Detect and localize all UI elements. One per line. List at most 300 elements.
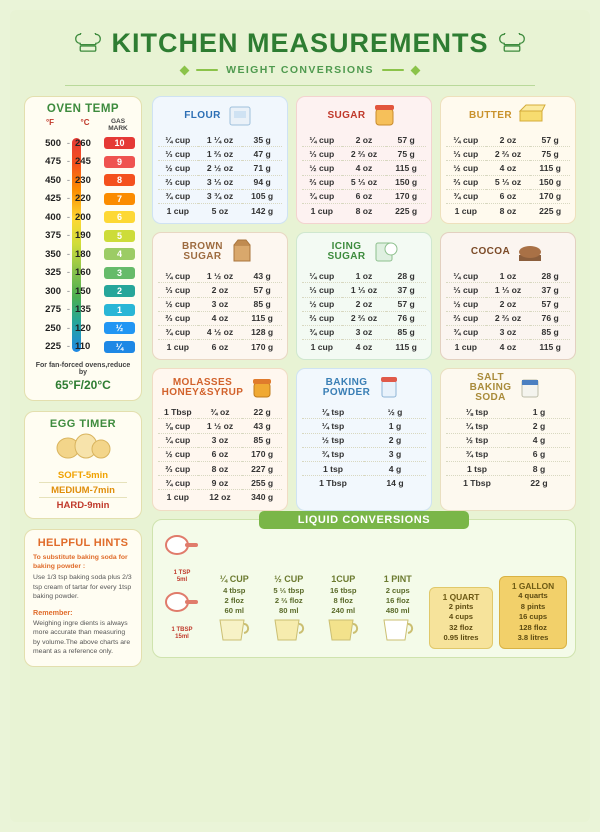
cell-grams: 4 g (532, 435, 546, 446)
table-row (302, 447, 426, 461)
oven-temp-row (31, 301, 135, 320)
cell-grams: 115 g (539, 341, 561, 352)
ingredient-header (302, 373, 426, 403)
ingredient-name: BAKING POWDER (322, 377, 371, 399)
header (10, 10, 590, 86)
spoon-icon (165, 535, 199, 565)
table-row (446, 476, 570, 490)
cell-grams: 2 g (532, 421, 546, 432)
cell-volume: 1 cup (166, 341, 190, 352)
oven-dash: - (66, 174, 71, 186)
ingredient-row (152, 96, 576, 224)
subtitle-row (10, 64, 590, 76)
oven-temp-row (31, 319, 135, 338)
cell-volume: ⅔ cup (309, 177, 335, 188)
oven-dash: - (66, 322, 71, 334)
body (10, 86, 590, 667)
oven-f: 425 (45, 193, 61, 205)
eggs-icon (31, 433, 135, 464)
oven-gas: 1 (104, 304, 135, 316)
table-row (446, 340, 570, 354)
table-row (158, 340, 282, 354)
diamond-icon-left (180, 65, 190, 75)
hints-subtitle: To substitute baking soda for baking powder : (33, 554, 128, 571)
table-row (302, 340, 426, 354)
oven-dash: - (66, 248, 71, 260)
oven-temp-row (31, 264, 135, 283)
cell-grams: 57 g (397, 134, 415, 145)
cell-grams: 85 g (253, 435, 271, 446)
liquid-body (161, 535, 567, 649)
ingredient-header (158, 101, 282, 131)
cell-grams: 225 g (539, 205, 562, 216)
cup-lines: 16 tbsp 8 floz 240 ml (329, 585, 357, 615)
ingredient-grid (152, 96, 576, 511)
table-row (158, 203, 282, 217)
cell-grams: ½ g (387, 406, 403, 417)
oven-col-f: °F (45, 118, 55, 127)
cell-volume: ¼ tsp (321, 421, 345, 432)
table-row (302, 311, 426, 325)
egg-timer-title: EGG TIMER (49, 418, 117, 430)
table-row (446, 462, 570, 476)
baking-powder-tin-icon (375, 371, 405, 406)
cell-volume: ¾ cup (453, 191, 479, 202)
table-row (158, 325, 282, 339)
oven-f: 250 (45, 322, 61, 334)
table-row (158, 283, 282, 297)
cell-grams: 28 g (397, 270, 415, 281)
cell-grams: 28 g (541, 270, 559, 281)
cell-volume: 1 cup (166, 491, 190, 502)
table-row (158, 433, 282, 447)
oven-c: 135 (75, 304, 91, 316)
ingredient-card (152, 96, 288, 224)
egg-timer-card (24, 411, 142, 519)
oven-temp-row (31, 208, 135, 227)
cup-title: ½ CUP (274, 573, 304, 584)
cell-volume: 1 cup (454, 341, 478, 352)
cell-ounces: 3 ¾ oz (206, 191, 234, 202)
liquid-banner: LIQUID CONVERSIONS (259, 511, 469, 529)
cell-grams: 115 g (395, 341, 417, 352)
left-column (24, 96, 142, 667)
oven-dash: - (66, 285, 71, 297)
table-row (446, 189, 570, 203)
title-row (10, 28, 590, 59)
table-row (158, 189, 282, 203)
cell-ounces: 2 ⅔ oz (494, 148, 522, 159)
cell-volume: ⅔ cup (165, 463, 191, 474)
cell-grams: 150 g (395, 177, 418, 188)
cup-icon (373, 618, 424, 649)
oven-dash: - (66, 341, 71, 353)
gallon-title: 1 GALLON (511, 581, 555, 592)
cell-grams: 37 g (541, 284, 559, 295)
cell-grams: 170 g (251, 341, 274, 352)
ingredient-table (158, 269, 282, 353)
table-row (302, 147, 426, 161)
cell-ounces: 2 oz (355, 299, 373, 310)
table-row (158, 311, 282, 325)
cell-volume: ½ tsp (321, 435, 345, 446)
ingredient-header (158, 237, 282, 267)
oven-gas: 6 (104, 211, 135, 223)
ingredient-card (296, 96, 432, 224)
cell-volume: ⅔ cup (453, 313, 479, 324)
ingredient-table (302, 405, 426, 489)
cell-grams: 37 g (397, 284, 415, 295)
cell-grams: 75 g (541, 148, 559, 159)
cup-lines: 2 cups 16 floz 480 ml (385, 585, 410, 615)
table-row (446, 203, 570, 217)
table-row (446, 161, 570, 175)
spoon-item (161, 535, 203, 584)
right-column (152, 96, 576, 667)
cup-item (264, 574, 315, 649)
oven-temp-row (31, 227, 135, 246)
page-subtitle: WEIGHT CONVERSIONS (226, 64, 374, 76)
cell-volume: 1 cup (454, 205, 478, 216)
hints-title: HELPFUL HINTS (37, 537, 129, 549)
cell-grams: 6 g (532, 449, 546, 460)
cell-volume: ¼ cup (309, 270, 335, 281)
oven-f: 500 (45, 137, 61, 149)
flour-bag-icon (226, 99, 256, 134)
ingredient-header (158, 373, 282, 403)
cell-volume: ⅓ cup (309, 284, 335, 295)
cup-title: 1CUP (331, 573, 356, 584)
cell-volume: 1 cup (310, 205, 334, 216)
cell-volume: ½ cup (453, 299, 479, 310)
table-row (158, 405, 282, 419)
cell-grams: 128 g (251, 327, 274, 338)
oven-c: 120 (75, 322, 91, 334)
table-row (446, 133, 570, 147)
cell-ounces: 6 oz (211, 449, 229, 460)
cell-ounces: 8 oz (355, 205, 373, 216)
cell-grams: 105 g (251, 191, 274, 202)
cell-ounces: 3 oz (211, 435, 229, 446)
cell-volume: ⅔ cup (309, 313, 335, 324)
cell-volume: ½ tsp (465, 435, 489, 446)
poster-inner (10, 10, 590, 822)
cell-volume: ⅛ tsp (465, 406, 489, 417)
oven-note (31, 362, 135, 392)
table-row (446, 433, 570, 447)
oven-f: 225 (45, 341, 61, 353)
cell-ounces: ¾ oz (210, 406, 230, 417)
cell-volume: ¾ tsp (465, 449, 489, 460)
cell-volume: ⅓ cup (309, 148, 335, 159)
cell-ounces: 8 oz (499, 205, 517, 216)
egg-timer-hard: HARD-9min (56, 499, 110, 511)
table-row (302, 175, 426, 189)
table-row (302, 433, 426, 447)
measuring-spoons (161, 535, 203, 649)
cell-volume: ⅔ cup (165, 313, 191, 324)
ingredient-name: MOLASSES HONEY&SYRUP (161, 377, 244, 399)
ingredient-row (152, 368, 576, 510)
cell-ounces: 4 oz (355, 341, 373, 352)
cell-volume: ⅓ cup (453, 284, 479, 295)
oven-f: 450 (45, 174, 61, 186)
table-row (158, 175, 282, 189)
table-row (158, 147, 282, 161)
table-row (446, 311, 570, 325)
cell-volume: 1 Tbsp (319, 477, 347, 488)
ingredient-header (302, 237, 426, 267)
cup-title: 1 PINT (383, 573, 412, 584)
liquid-conversions-card (152, 513, 576, 658)
cell-grams: 14 g (386, 477, 404, 488)
cup-lines: 4 tbsp 2 floz 60 ml (223, 585, 246, 615)
oven-dash: - (66, 267, 71, 279)
cell-grams: 85 g (397, 327, 415, 338)
table-row (446, 269, 570, 283)
oven-gas: 4 (104, 248, 135, 260)
ingredient-header (446, 373, 570, 403)
ingredient-name: COCOA (470, 246, 511, 258)
thermometer-gradient (72, 138, 81, 352)
cell-ounces: 1 oz (355, 270, 373, 281)
oven-f: 375 (45, 230, 61, 242)
table-row (302, 297, 426, 311)
oven-temp-row (31, 190, 135, 209)
oven-f: 400 (45, 211, 61, 223)
cell-volume: ⅔ cup (453, 177, 479, 188)
cell-volume: ¼ cup (309, 134, 335, 145)
cocoa-scoop-icon (515, 235, 545, 270)
honey-jar-icon (248, 371, 278, 406)
cell-volume: 1 Tbsp (163, 406, 192, 417)
table-row (446, 325, 570, 339)
cell-volume: ¼ tsp (465, 421, 489, 432)
table-row (158, 269, 282, 283)
cell-volume: ¼ cup (165, 435, 191, 446)
cell-volume: ⅔ cup (165, 177, 191, 188)
cell-volume: 1 tsp (466, 463, 488, 474)
ingredient-card (152, 368, 288, 510)
oven-dash: - (66, 304, 71, 316)
cell-ounces: 3 ⅓ oz (206, 177, 234, 188)
cell-grams: 255 g (251, 477, 274, 488)
cell-volume: ⅓ cup (453, 148, 479, 159)
oven-c: 230 (75, 174, 91, 186)
cell-volume: ¾ cup (165, 477, 191, 488)
dash-icon-right (382, 69, 404, 71)
cell-grams: 115 g (251, 313, 273, 324)
egg-timer-soft: SOFT-5min (57, 469, 109, 481)
ingredient-card (296, 368, 432, 510)
oven-note-value: 65°F/20°C (55, 378, 111, 392)
ingredient-header (446, 101, 570, 131)
table-row (446, 175, 570, 189)
cell-ounces: 4 ½ oz (206, 327, 234, 338)
cell-ounces: 6 oz (499, 191, 517, 202)
cell-ounces: 4 oz (355, 162, 373, 173)
ingredient-name: BROWN SUGAR (182, 241, 223, 263)
hints-text: Use 1/3 tsp baking soda plus 2/3 tsp cream of tartar for every 1tsp baking powder. (33, 574, 132, 601)
cell-volume: 1 tsp (322, 463, 344, 474)
cell-volume: ¾ cup (453, 327, 479, 338)
cell-ounces: 5 ⅓ oz (494, 177, 522, 188)
cell-volume: ¾ cup (309, 191, 335, 202)
cell-ounces: 3 oz (355, 327, 373, 338)
cell-grams: 150 g (539, 177, 562, 188)
cell-ounces: 4 oz (211, 313, 229, 324)
cell-grams: 170 g (395, 191, 418, 202)
cell-volume: ½ cup (165, 162, 191, 173)
table-row (302, 133, 426, 147)
cell-ounces: 1 ½ oz (206, 421, 234, 432)
cell-ounces: 2 ½ oz (206, 162, 234, 173)
ingredient-card (440, 368, 576, 510)
cup-item (209, 574, 260, 649)
oven-f: 275 (45, 304, 61, 316)
ingredient-table (302, 133, 426, 217)
oven-temp-row (31, 153, 135, 172)
cup-lines: 5 ⅓ tbsp 2 ⅔ floz 80 ml (273, 585, 305, 615)
oven-c: 110 (75, 341, 91, 353)
cell-volume: ¾ tsp (321, 449, 345, 460)
cell-volume: ½ cup (453, 162, 479, 173)
cell-grams: 340 g (251, 491, 274, 502)
spoon-item (161, 592, 203, 641)
table-row (158, 490, 282, 504)
table-row (302, 161, 426, 175)
oven-dash: - (66, 156, 71, 168)
cell-ounces: 6 oz (355, 191, 373, 202)
cell-ounces: 1 oz (499, 270, 517, 281)
oven-f: 350 (45, 248, 61, 260)
table-row (302, 462, 426, 476)
cell-volume: ¾ cup (165, 191, 191, 202)
table-row (446, 297, 570, 311)
cell-grams: 57 g (541, 299, 559, 310)
oven-temp-row (31, 245, 135, 264)
cell-grams: 43 g (253, 270, 271, 281)
ingredient-table (158, 133, 282, 217)
ingredient-card (440, 96, 576, 224)
cell-grams: 76 g (541, 313, 559, 324)
cell-ounces: 1 ⅓ oz (494, 284, 522, 295)
oven-dash: - (66, 230, 71, 242)
ingredient-name: SUGAR (327, 110, 366, 121)
oven-c: 245 (75, 156, 91, 168)
diamond-icon-right (410, 65, 420, 75)
cell-volume: 1 Tbsp (463, 477, 491, 488)
cell-volume: ½ cup (165, 299, 191, 310)
gallon-block (499, 576, 567, 649)
table-row (446, 405, 570, 419)
cell-volume: ⅓ cup (165, 148, 191, 159)
cell-ounces: 1 ½ oz (206, 270, 234, 281)
ingredient-row (152, 232, 576, 360)
oven-gas: ½ (104, 322, 135, 334)
ingredient-table (446, 405, 570, 489)
cell-grams: 47 g (253, 148, 271, 159)
hints-remember-text: Weighing ingre dients is always more accurate than measuring by volume.The above charts are meant as a reference only. (33, 619, 131, 656)
cell-ounces: 3 oz (211, 299, 229, 310)
spoon-label: 1 TBSP 15ml (171, 626, 193, 640)
spoon-label: 1 TSP 5ml (173, 569, 191, 583)
ingredient-card (440, 232, 576, 360)
table-row (158, 462, 282, 476)
table-row (446, 419, 570, 433)
oven-gas: ¼ (104, 341, 135, 353)
cell-ounces: 9 oz (211, 477, 229, 488)
ingredient-table (446, 269, 570, 353)
table-row (302, 189, 426, 203)
ingredient-header (446, 237, 570, 267)
oven-c: 160 (75, 267, 91, 279)
cell-volume: ½ cup (309, 162, 335, 173)
cell-volume: ¼ cup (453, 270, 479, 281)
cell-volume: ¼ cup (165, 270, 191, 281)
oven-f: 325 (45, 267, 61, 279)
oven-temp-row (31, 282, 135, 301)
table-row (302, 476, 426, 490)
ingredient-name: SALT BAKING SODA (469, 372, 512, 404)
cell-grams: 170 g (539, 191, 562, 202)
cell-grams: 225 g (395, 205, 418, 216)
oven-f: 475 (45, 156, 61, 168)
oven-gas: 7 (104, 193, 135, 205)
cell-ounces: 1 ⅓ oz (350, 284, 378, 295)
cell-ounces: 5 ⅓ oz (350, 177, 378, 188)
cell-grams: 115 g (539, 162, 561, 173)
table-row (302, 203, 426, 217)
cell-ounces: 2 ⅔ oz (494, 313, 522, 324)
brown-sugar-bag-icon (228, 235, 258, 270)
cell-ounces: 4 oz (499, 162, 517, 173)
cell-grams: 71 g (253, 162, 271, 173)
egg-timer-medium: MEDIUM-7min (51, 484, 115, 496)
table-row (158, 447, 282, 461)
cell-grams: 115 g (395, 162, 417, 173)
chef-hat-icon (75, 33, 101, 55)
ingredient-card (152, 232, 288, 360)
cell-grams: 57 g (253, 284, 271, 295)
cup-item (318, 574, 369, 649)
helpful-hints-card (24, 529, 142, 667)
table-row (302, 405, 426, 419)
table-row (158, 419, 282, 433)
ingredient-table (302, 269, 426, 353)
cell-grams: 8 g (532, 463, 546, 474)
cell-grams: 85 g (253, 299, 271, 310)
cell-grams: 75 g (397, 148, 415, 159)
oven-temp-row (31, 171, 135, 190)
cell-grams: 22 g (253, 406, 271, 417)
cell-grams: 35 g (253, 134, 271, 145)
cell-ounces: 2 oz (211, 284, 229, 295)
oven-note-text: For fan-forced ovens,reduce by (35, 362, 131, 376)
cell-ounces: 2 oz (355, 134, 373, 145)
chef-hat-icon-right (499, 33, 525, 55)
oven-temp-header (31, 118, 135, 134)
oven-c: 190 (75, 230, 91, 242)
cell-volume: ¾ cup (309, 327, 335, 338)
cell-ounces: 8 oz (211, 463, 229, 474)
oven-gas: 3 (104, 267, 135, 279)
table-row (302, 419, 426, 433)
oven-c: 260 (75, 137, 91, 149)
cell-grams: 142 g (251, 205, 274, 216)
cell-grams: 1 g (532, 406, 546, 417)
cell-volume: ⅛ tsp (321, 406, 345, 417)
